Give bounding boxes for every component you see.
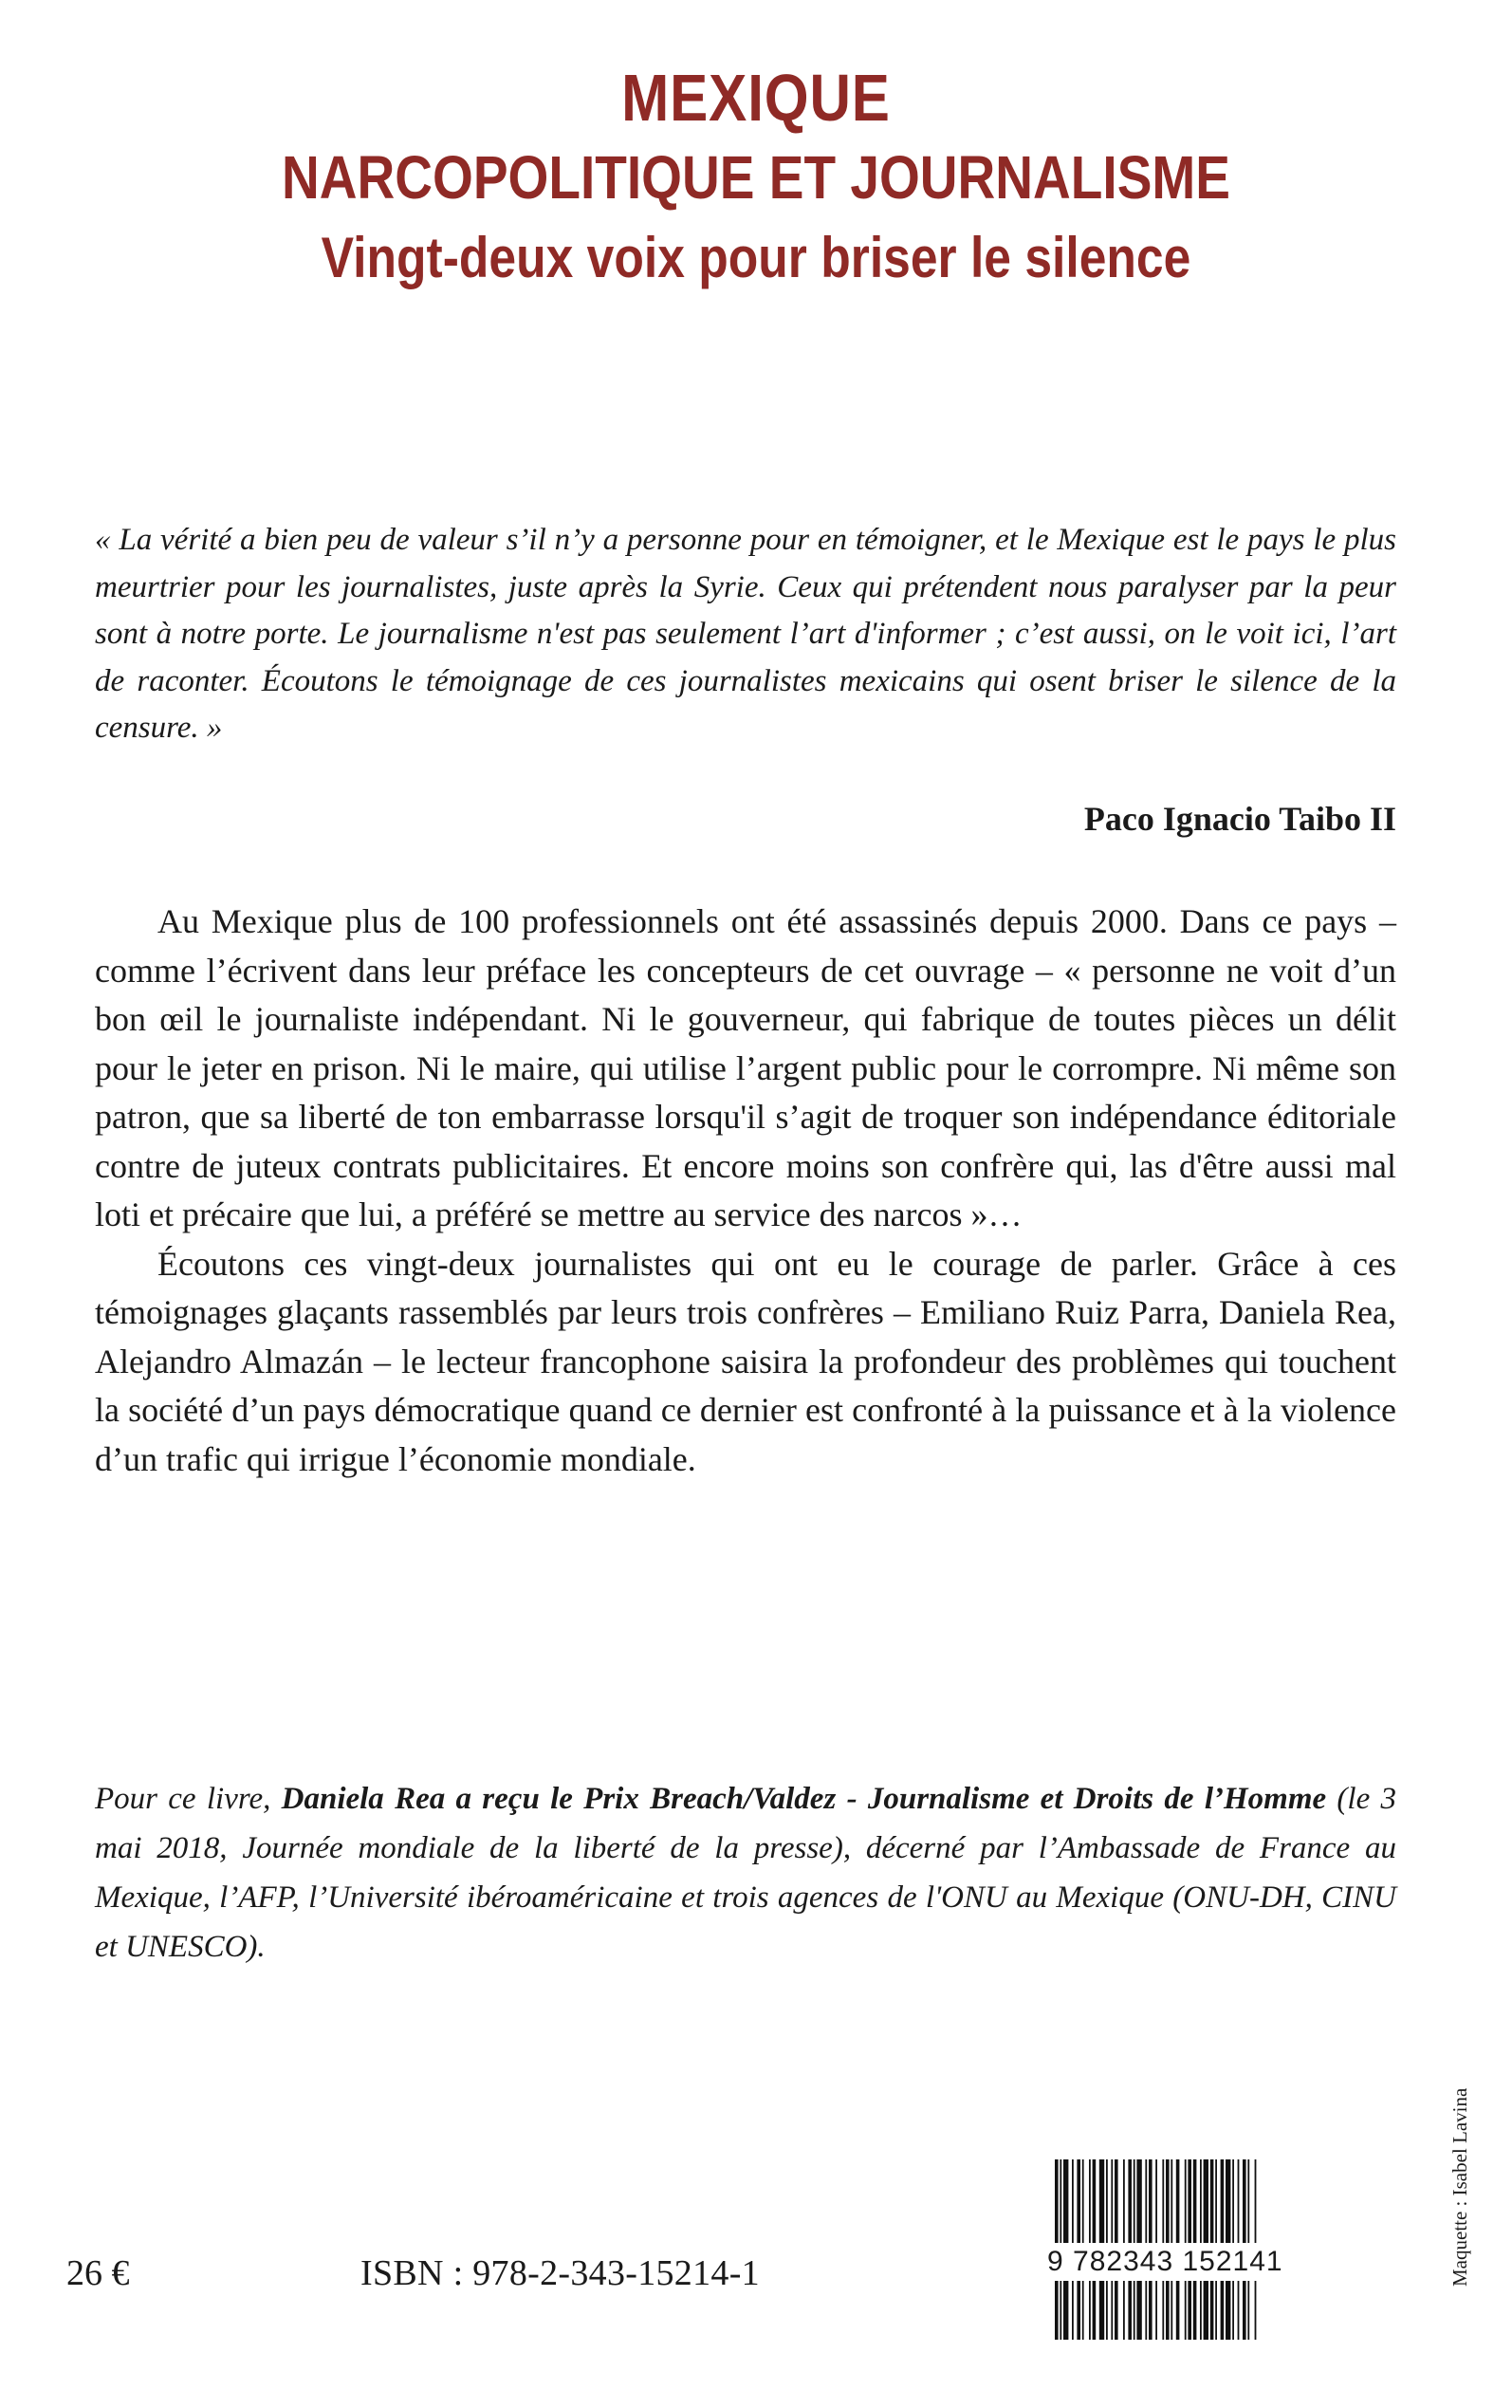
subtitle: Vingt-deux voix pour briser le silence	[321, 226, 1191, 289]
epigraph-quote: « La vérité a bien peu de valeur s’il n’y a personne pour en témoigner, et le Mexique est le pays le plus meurtrier pour les journalistes, juste après la Syrie. Ceux qui prétendent nous paralyser par la peur sont à notre porte. Le journalisme n'est pas seulement l’art d'informer ; c’est aussi, on le voit ici, l’art de raconter. Écoutons le témoignage de ces journalistes mexicains qui osent briser le silence de la censure. »	[95, 523, 1396, 745]
cover-title-block	[0, 57, 1512, 300]
prize-details: (le 3 mai 2018, Journée mondiale de la liberté de la presse), décerné par l’Ambassade de France au Mexique, l’AFP, l’Université ibéroaméricaine et trois agences de l'ONU au Mexique (ONU-DH, CINU et UNESCO).	[95, 1782, 1397, 1964]
design-credit: Maquette : Isabel Lavina	[1448, 2087, 1471, 2287]
price: 26 €	[66, 2253, 130, 2293]
quote-author: Paco Ignacio Taibo II	[1083, 800, 1396, 838]
description-paragraph-2: Écoutons ces vingt-deux journalistes qui ont eu le courage de parler. Grâce à ces témoignages glaçants rassemblés par leurs trois confrères – Emiliano Ruiz Parra, Daniela Rea, Alejandro Almazán – le lecteur francophone saisira la profondeur des problèmes qui touchent la société d’un pays démocratique quand ce dernier est confronté à la puissance et à la violence d’un trafic qui irrigue l’économie mondiale.	[95, 1244, 1396, 1478]
title-main: MEXIQUE	[621, 61, 891, 135]
title-secondary: NARCOPOLITIQUE ET JOURNALISME	[282, 143, 1230, 212]
prize-note	[95, 1774, 1396, 1972]
description-paragraph-1: Au Mexique plus de 100 professionnels ont été assassinés depuis 2000. Dans ce pays – comme l’écrivent dans leur préface les concepteurs de cet ouvrage – « personne ne voit d’un bon œil le journaliste indépendant. Ni le gouverneur, qui fabrique de toutes pièces un délit pour le jeter en prison. Ni le maire, qui utilise l’argent public pour le corrompre. Ni même son patron, que sa liberté de ton embarrasse lorsqu'il s’agit de troquer son indépendance éditoriale contre de juteux contrats publicitaires. Et encore moins son confrère qui, las d'être aussi mal loti et précaire que lui, a préféré se mettre au service des narcos »…	[95, 902, 1396, 1233]
prize-intro: Pour ce livre,	[95, 1782, 282, 1816]
isbn: ISBN : 978-2-343-15214-1	[360, 2253, 760, 2293]
barcode-digits: 9 782343 152141	[1047, 2243, 1396, 2281]
prize-title: Daniela Rea a reçu le Prix Breach/Valdez - Journalisme et Droits de l’Homme	[281, 1782, 1327, 1816]
back-cover-description	[95, 898, 1396, 1484]
